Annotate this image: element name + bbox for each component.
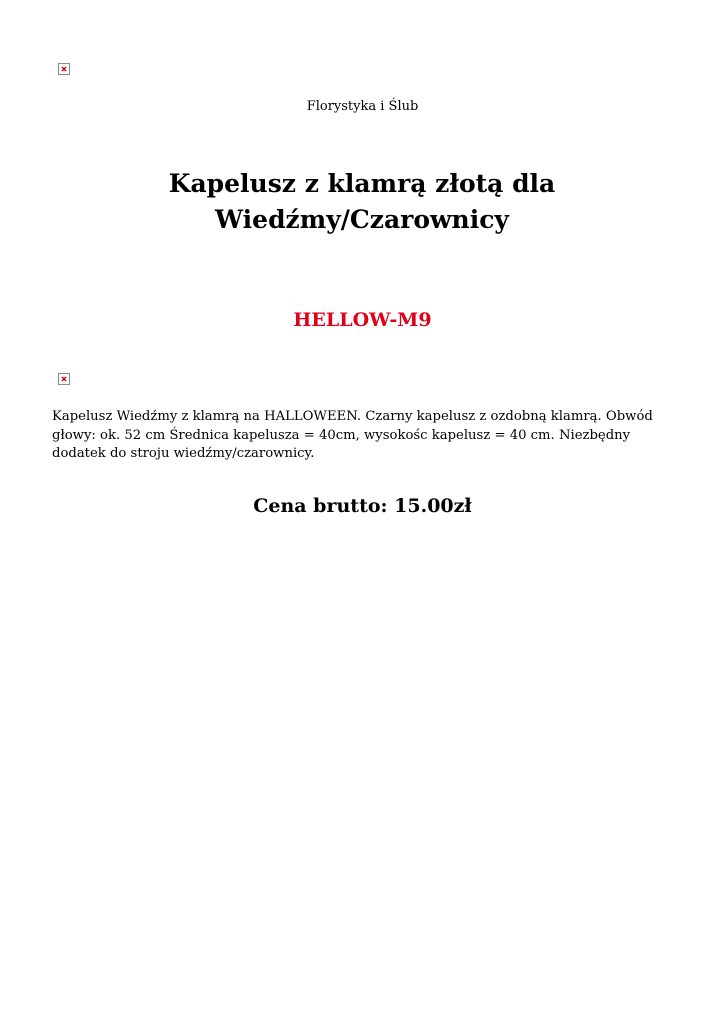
broken-image-x-icon — [59, 64, 69, 74]
product-code: HELLOW-M9 — [293, 309, 432, 331]
product-image — [58, 373, 70, 385]
broken-image-x-icon — [59, 374, 69, 384]
product-price: Cena brutto: 15.00zł — [253, 495, 472, 517]
site-name: Florystyka i Ślub — [306, 99, 419, 114]
broken-image-icon — [58, 63, 70, 75]
product-description: Kapelusz Wiedźmy z klamrą na HALLOWEEN. Czarny kapelusz z ozdobną klamrą. Obwód głowy: ok. 52 cm Średnica kapelusza = 40cm, wysokośc kapelusz = 40 cm. Niezbędny dodatek do stroju wiedźmy/czarownicy. — [52, 409, 653, 461]
product-title: Kapelusz z klamrą złotą dla Wiedźmy/Czarownicy — [168, 169, 556, 234]
